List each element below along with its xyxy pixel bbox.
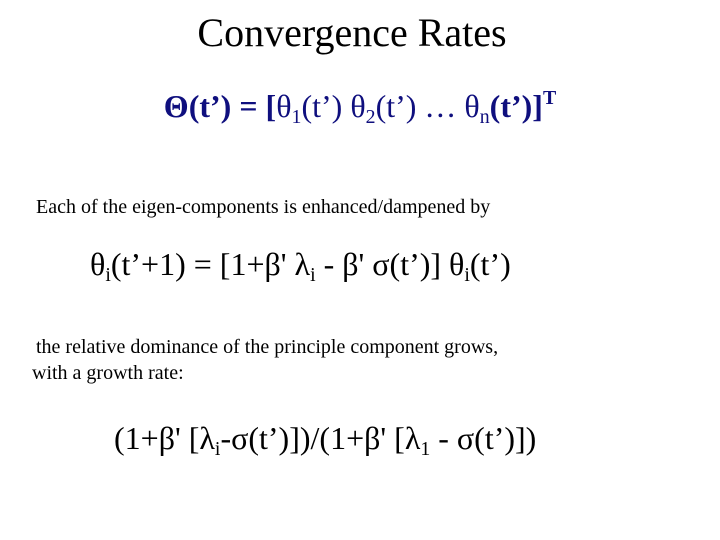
eigen-components-text: Each of the eigen-components is enhanced/dampened by — [36, 196, 491, 218]
eq-part: (t’) θ — [301, 88, 366, 124]
eq-part: θ — [276, 88, 292, 124]
theta-vector-equation — [0, 86, 720, 126]
eq-part: θ — [90, 246, 106, 282]
eq-part: - σ(t’)]) — [430, 420, 537, 456]
eq-subscript: i — [214, 437, 221, 460]
dominance-text — [32, 334, 498, 386]
eq-part: (t’+1) = [1+β' λ — [110, 246, 311, 282]
growth-rate-equation — [114, 418, 536, 458]
eq-part: Θ(t’) = [ — [163, 88, 277, 124]
eq-part: -σ(t’)])/(1+β' [λ — [220, 420, 421, 456]
eq-subscript: 1 — [420, 437, 431, 460]
eq-subscript: n — [479, 105, 490, 128]
eq-subscript: i — [464, 263, 470, 286]
slide-title: Convergence Rates — [197, 10, 507, 55]
eq-subscript: 2 — [365, 105, 376, 128]
dominance-text-line2: with a growth rate: — [32, 362, 184, 384]
dominance-text-line1: the relative dominance of the principle component grows, — [36, 336, 499, 358]
eq-part: - β' σ(t’)] θ — [315, 246, 465, 282]
eq-subscript: 1 — [291, 105, 302, 128]
eq-part: (1+β' [λ — [114, 420, 215, 456]
eq-part: (t’)] — [489, 88, 543, 124]
eq-superscript: T — [542, 87, 557, 110]
update-equation — [90, 244, 511, 284]
eq-subscript: i — [105, 263, 111, 286]
eq-subscript: i — [310, 263, 316, 286]
eq-part: (t’) … θ — [375, 88, 480, 124]
eq-part: (t’) — [469, 246, 511, 282]
